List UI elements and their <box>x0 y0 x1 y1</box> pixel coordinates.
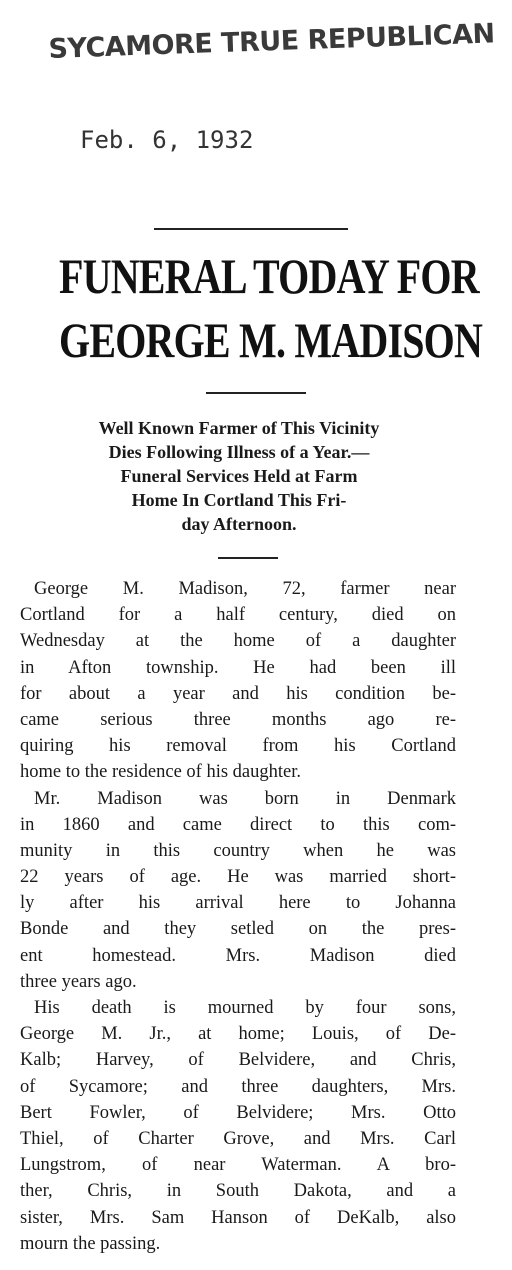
headline <box>59 244 483 372</box>
top-divider <box>154 228 348 230</box>
article-line: Cortland for a half century, died on <box>20 605 456 626</box>
article-line: Bonde and they setled on the pres- <box>20 919 456 940</box>
article-line: Wednesday at the home of a daughter <box>20 631 456 652</box>
article-line: came serious three months ago re- <box>20 709 456 730</box>
article-line: in 1860 and came direct to this com- <box>20 814 456 835</box>
subheadline-line-4: Home In Cortland This Fri- <box>131 490 347 510</box>
article-line: Mr. Madison was born in Denmark <box>34 788 456 809</box>
subheadline-line-2: Dies Following Illness of a Year.— <box>108 442 370 462</box>
article-line: ent homestead. Mrs. Madison died <box>20 945 456 966</box>
article-line: munity in this country when he was <box>20 840 456 861</box>
article-line: home to the residence of his daughter. <box>20 762 302 783</box>
article-line: sister, Mrs. Sam Hanson of DeKalb, also <box>20 1207 456 1228</box>
article-line: three years ago. <box>20 971 137 992</box>
article-line: for about a year and his condition be- <box>20 683 456 704</box>
article-line: Bert Fowler, of Belvidere; Mrs. Otto <box>20 1102 456 1123</box>
article-line: Kalb; Harvey, of Belvidere, and Chris, <box>20 1050 456 1071</box>
article-line: George M. Madison, 72, farmer near <box>34 579 456 599</box>
article-line: Lungstrom, of near Waterman. A bro- <box>20 1155 456 1176</box>
headline-divider <box>206 392 306 394</box>
article-body <box>20 576 456 1257</box>
headline-line-1: FUNERAL TODAY FOR <box>59 248 479 304</box>
article-line: George M. Jr., at home; Louis, of De- <box>20 1024 456 1045</box>
article-line: 22 years of age. He was married short- <box>20 867 456 888</box>
article-line: ther, Chris, in South Dakota, and a <box>20 1181 456 1202</box>
article-line: in Afton township. He had been ill <box>20 657 456 678</box>
article-line: ly after his arrival here to Johanna <box>20 893 456 914</box>
publication-date: Feb. 6, 1932 <box>80 126 254 154</box>
subheadline-line-3: Funeral Services Held at Farm <box>120 466 358 486</box>
subheadline-line-1: Well Known Farmer of This Vicinity <box>98 418 380 438</box>
headline-line-2: GEORGE M. MADISON <box>59 312 483 368</box>
article-line: of Sycamore; and three daughters, Mrs. <box>20 1076 456 1097</box>
newspaper-name-stamp: SYCAMORE TRUE REPUBLICAN <box>48 18 496 65</box>
body-divider <box>218 557 278 559</box>
subheadline-line-5: day Afternoon. <box>181 514 297 534</box>
subheadline <box>18 416 460 536</box>
article-line: quiring his removal from his Cortland <box>20 736 456 757</box>
article-line: mourn the passing. <box>20 1233 161 1254</box>
article-line: Thiel, of Charter Grove, and Mrs. Carl <box>20 1128 456 1149</box>
article-line: His death is mourned by four sons, <box>34 998 456 1018</box>
